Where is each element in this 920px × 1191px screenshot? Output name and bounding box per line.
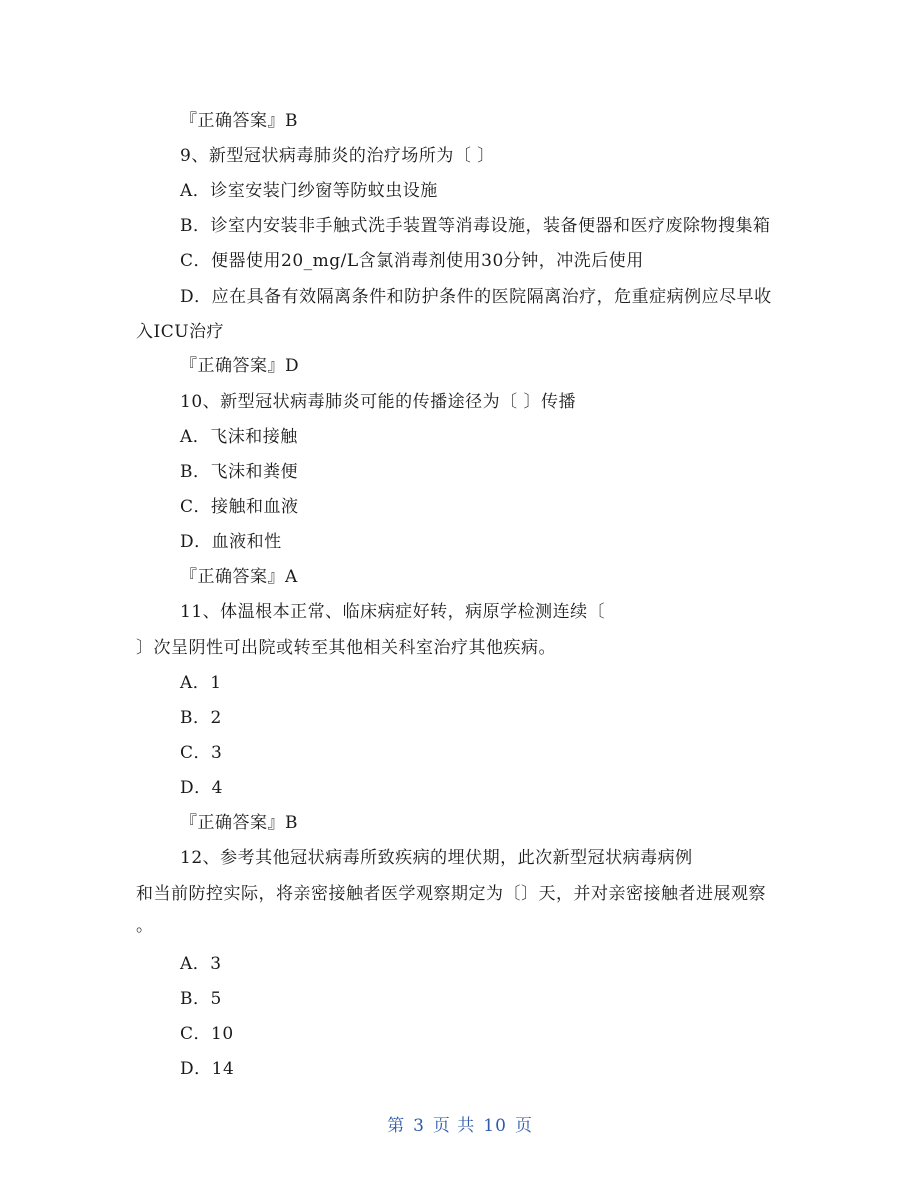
q12-question-line3: 。 [136,916,154,936]
footer-current-page: 3 [413,1116,425,1136]
q12-question-line1: 12、参考其他冠状病毒所致疾病的埋伏期，此次新型冠状病毒病例 [180,848,693,868]
q11-option-a: A．1 [180,673,222,693]
q10-option-c: C．接触和血液 [180,497,299,517]
q9-option-c: C．便器使用20_mg/L含氯消毒剂使用30分钟，冲洗后使用 [180,251,644,271]
footer-total-pages: 10 [483,1116,507,1136]
q12-question-line2: 和当前防控实际，将亲密接触者医学观察期定为〔〕天，并对亲密接触者进展观察 [136,884,766,904]
q11-option-c: C．3 [180,743,223,763]
q8-answer: 『正确答案』B [180,111,298,131]
q11-question-line1: 11、体温根本正常、临床病症好转，病原学检测连续〔 [180,602,606,622]
page-footer [0,1115,920,1137]
q11-option-b: B．2 [180,708,222,728]
q9-option-a: A．诊室安装门纱窗等防蚊虫设施 [180,181,438,201]
q9-option-b: B．诊室内安装非手触式洗手装置等消毒设施，装备便器和医疗废除物搜集箱 [180,216,771,236]
q12-option-a: A．3 [180,954,222,974]
footer-suffix: 页 [514,1116,533,1136]
q12-option-b: B．5 [180,989,222,1009]
q11-answer: 『正确答案』B [180,813,298,833]
q10-question: 10、新型冠状病毒肺炎可能的传播途径为〔 〕传播 [180,392,577,412]
q10-option-d: D．血液和性 [180,532,282,552]
q9-answer: 『正确答案』D [180,356,300,376]
q9-option-d-continued: 入ICU治疗 [136,322,225,342]
q10-answer: 『正确答案』A [180,567,298,587]
q10-option-b: B．飞沫和粪便 [180,462,298,482]
footer-prefix: 第 [387,1116,406,1136]
q12-option-d: D．14 [180,1059,235,1079]
q10-option-a: A．飞沫和接触 [180,427,298,447]
q9-question: 9、新型冠状病毒肺炎的治疗场所为〔 〕 [180,146,495,166]
q12-option-c: C．10 [180,1024,234,1044]
q11-option-d: D．4 [180,778,223,798]
footer-mid: 页 共 [432,1116,476,1136]
q9-option-d: D．应在具备有效隔离条件和防护条件的医院隔离治疗，危重症病例应尽早收 [180,287,772,307]
q11-question-line2: 〕次呈阴性可出院或转至其他相关科室治疗其他疾病。 [136,638,556,658]
